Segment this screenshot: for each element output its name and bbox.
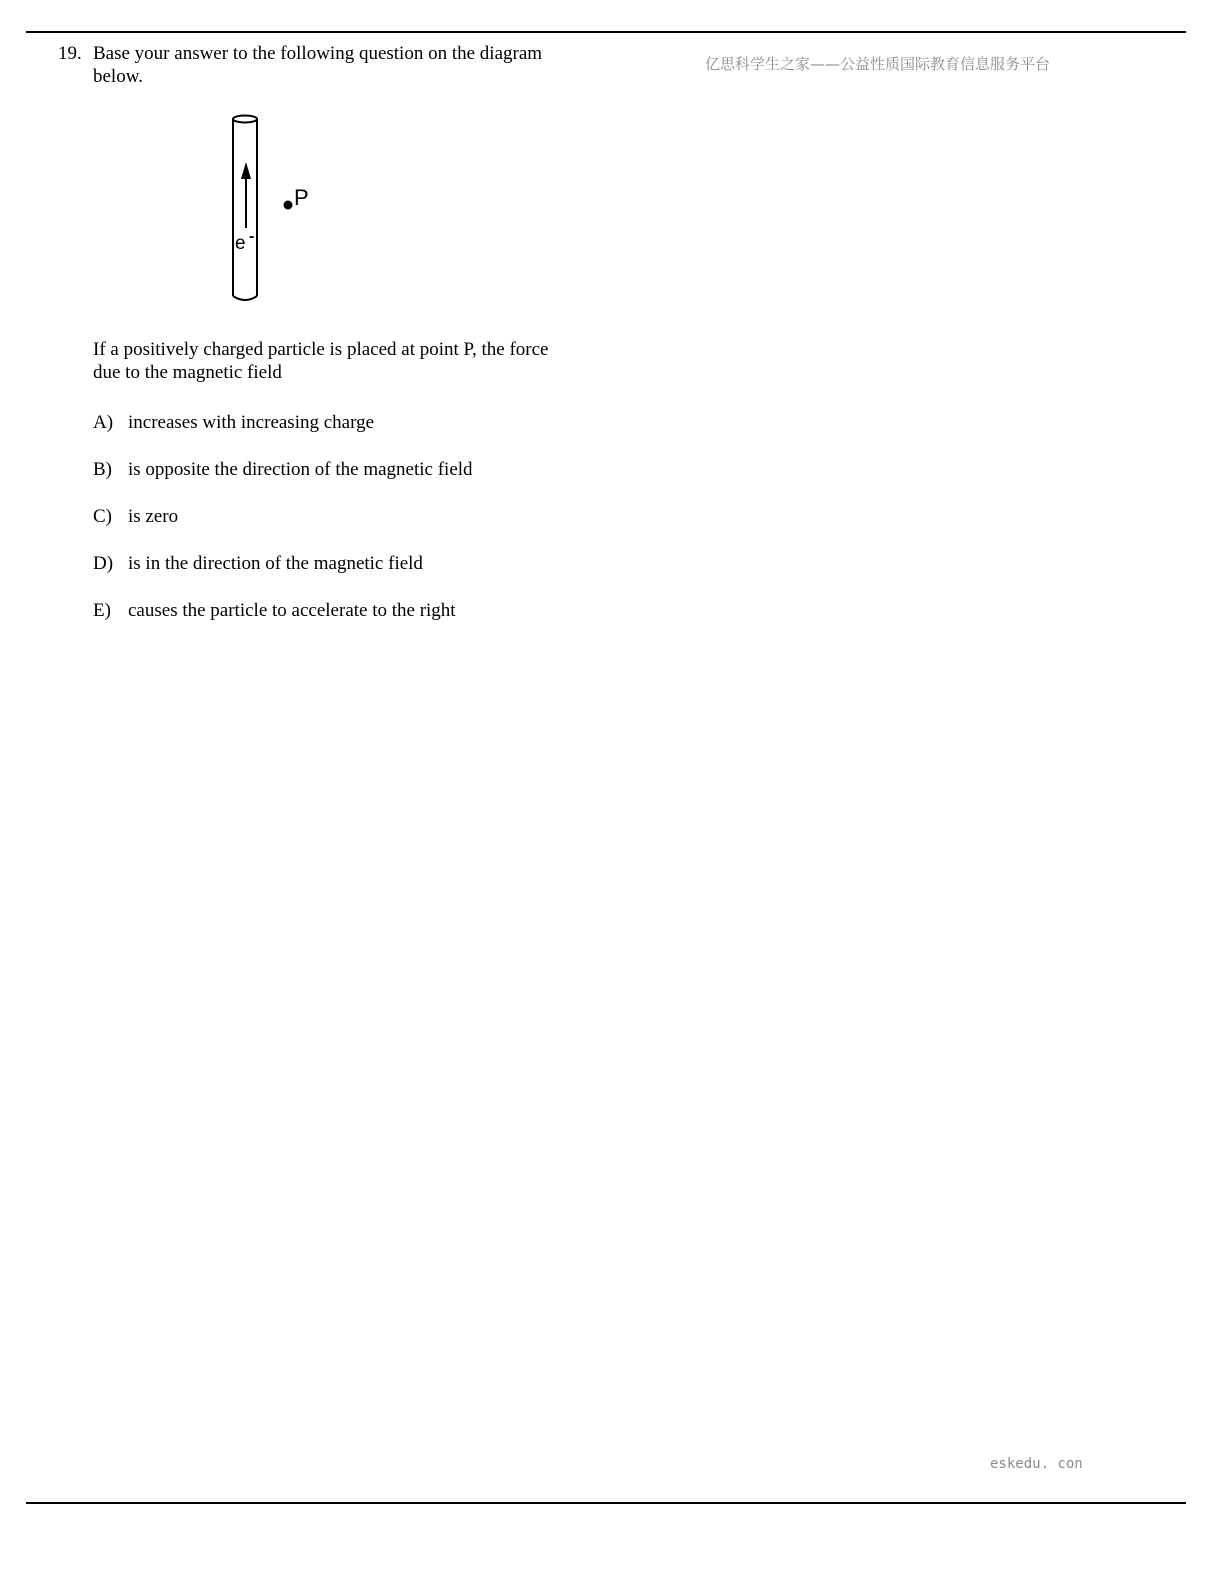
option-text: is in the direction of the magnetic field bbox=[128, 553, 423, 574]
wire-diagram bbox=[220, 110, 330, 310]
option-letter: C) bbox=[93, 506, 112, 527]
question-number: 19. bbox=[58, 43, 82, 64]
option-letter: B) bbox=[93, 459, 112, 480]
electron-label: e bbox=[235, 233, 246, 254]
option-letter: D) bbox=[93, 553, 114, 574]
question-prompt: If a positively charged particle is placed at point P, the force due to the magnetic field bbox=[93, 339, 549, 383]
option-text: increases with increasing charge bbox=[128, 412, 375, 433]
option-d[interactable] bbox=[93, 552, 473, 599]
top-rule bbox=[26, 31, 1186, 33]
option-c[interactable] bbox=[93, 505, 473, 552]
option-letter: E) bbox=[93, 600, 111, 621]
option-b[interactable] bbox=[93, 458, 473, 505]
option-text: is opposite the direction of the magnetic field bbox=[128, 459, 473, 480]
option-text: causes the particle to accelerate to the right bbox=[128, 600, 456, 621]
point-p-dot bbox=[284, 201, 293, 210]
bottom-rule bbox=[26, 1502, 1186, 1504]
option-a[interactable] bbox=[93, 411, 473, 458]
question-stem: Base your answer to the following question on the diagram below. bbox=[93, 43, 543, 87]
footer-site: eskedu. con bbox=[990, 1456, 1083, 1472]
option-text: is zero bbox=[128, 506, 179, 527]
electron-flow-arrow-icon bbox=[241, 162, 251, 228]
option-e[interactable] bbox=[93, 599, 473, 646]
option-letter: A) bbox=[93, 412, 114, 433]
point-p-label: P bbox=[294, 185, 309, 210]
answer-options bbox=[93, 411, 473, 646]
header-watermark: 亿思科学生之家——公益性质国际教育信息服务平台 bbox=[705, 55, 1051, 73]
electron-superscript: - bbox=[249, 228, 255, 245]
